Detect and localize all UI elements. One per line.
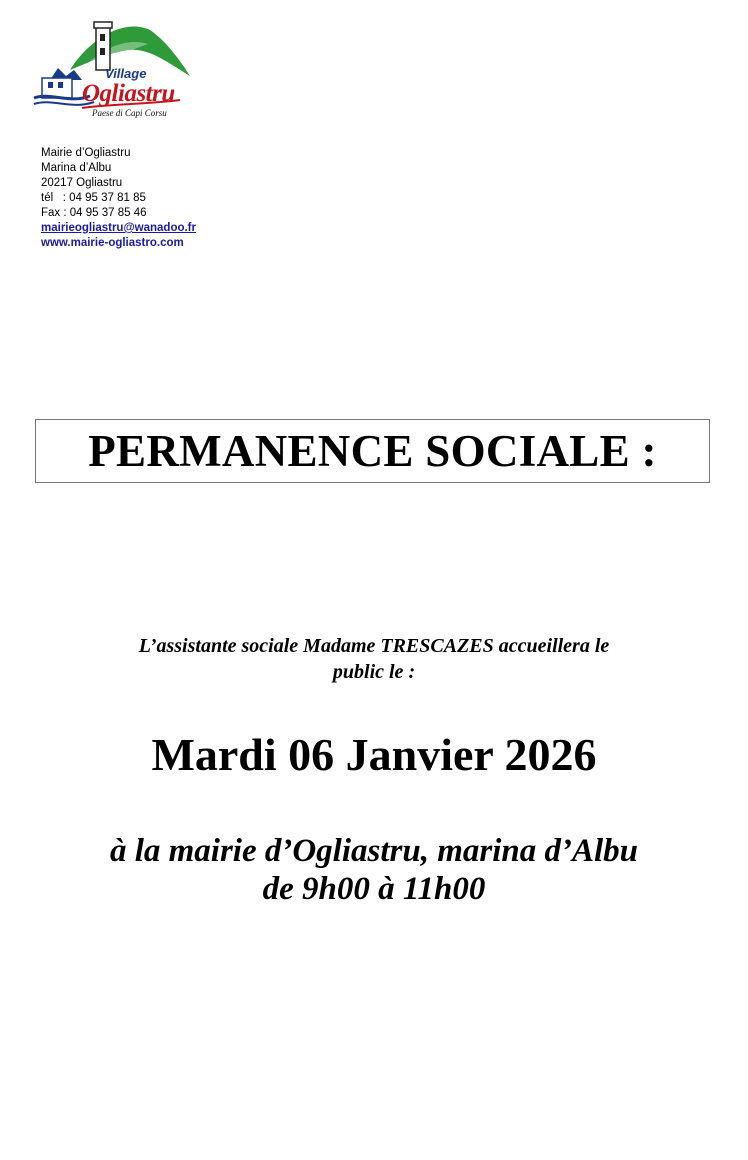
contact-email-link[interactable]: mairieogliastru@wanadoo.fr — [41, 222, 196, 234]
contact-fax: Fax : 04 95 37 85 46 — [41, 207, 147, 219]
contact-phone: tél : 04 95 37 81 85 — [41, 192, 146, 204]
logo-tagline-text: Paese di Capi Corsu — [92, 108, 167, 118]
contact-block — [41, 146, 196, 251]
notice-title-box — [35, 419, 710, 483]
notice-title: PERMANENCE SOCIALE : — [88, 426, 657, 476]
notice-intro-line-1: L’assistante sociale Madame TRESCAZES accueillera le — [138, 635, 610, 657]
notice-place — [0, 832, 748, 908]
notice-place-line-1: à la mairie d’Ogliastru, marina d’Albu — [109, 833, 639, 869]
notice-intro-line-2: public le : — [332, 661, 416, 683]
logo-name-text: Ogliastru — [82, 80, 175, 107]
village-logo — [30, 18, 195, 123]
contact-website-link[interactable]: www.mairie-ogliastro.com — [41, 237, 184, 249]
notice-time-line: de 9h00 à 11h00 — [262, 871, 486, 907]
logo-village-text: Village — [105, 66, 147, 81]
notice-date: Mardi 06 Janvier 2026 — [151, 729, 597, 780]
contact-line-3: 20217 Ogliastru — [41, 177, 123, 189]
contact-line-2: Marina d’Albu — [41, 162, 112, 174]
notice-intro — [0, 633, 748, 685]
contact-line-1: Mairie d’Ogliastru — [41, 147, 131, 159]
